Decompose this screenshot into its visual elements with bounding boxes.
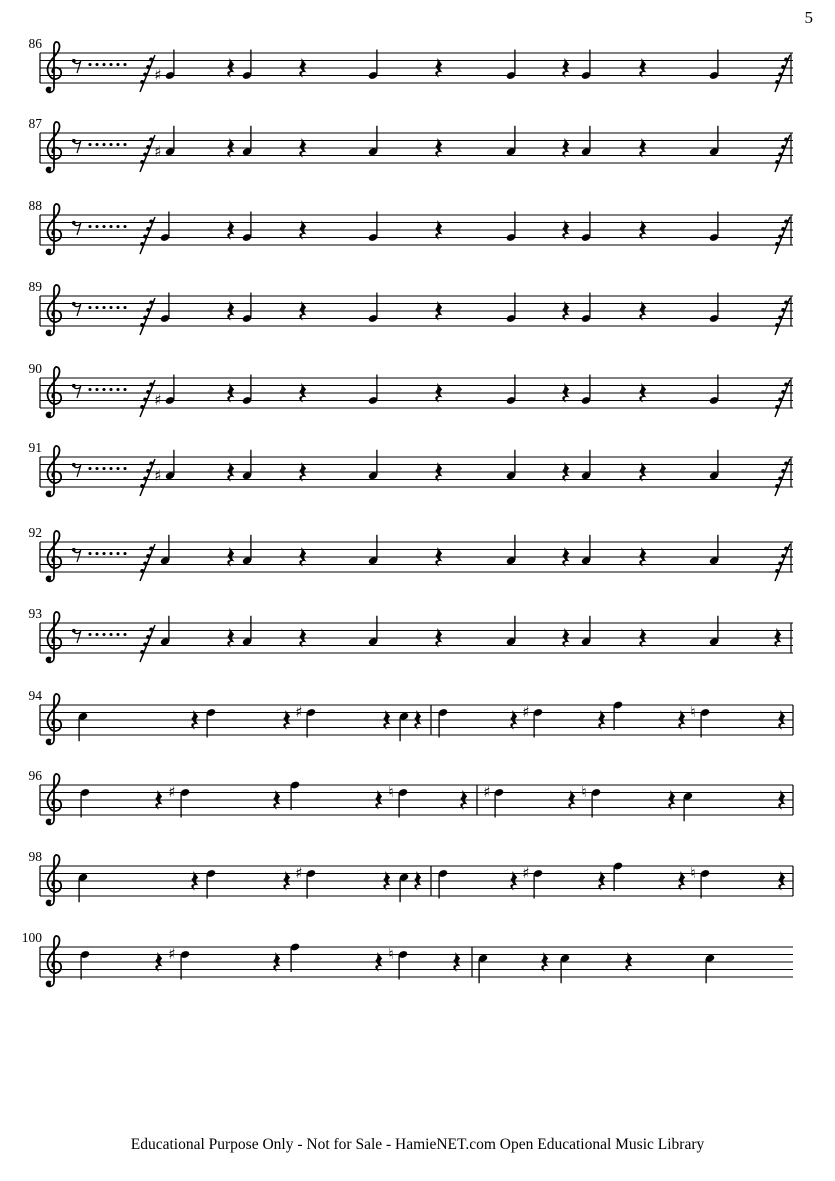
staff-notation: [0, 846, 835, 912]
staff-notation: [0, 927, 835, 993]
measure-number: 86: [28, 36, 42, 51]
svg-text:♯: ♯: [154, 66, 162, 85]
measure-number: 94: [28, 688, 42, 703]
staff-notation: [0, 603, 835, 669]
svg-text:♮: ♮: [690, 864, 696, 883]
svg-text:♯: ♯: [154, 466, 162, 485]
staff-notation: [0, 276, 835, 342]
measure-number: 89: [28, 279, 42, 294]
staff-notation: [0, 685, 835, 751]
staff-notation: [0, 113, 835, 179]
measure-number: 96: [28, 768, 42, 783]
staff-notation: [0, 33, 835, 99]
measure-number: 92: [28, 525, 42, 540]
measure-number: 90: [28, 361, 42, 376]
svg-text:♮: ♮: [388, 783, 394, 802]
svg-text:♯: ♯: [522, 703, 530, 722]
svg-text:♯: ♯: [295, 864, 303, 883]
svg-text:♯: ♯: [154, 142, 162, 161]
svg-text:♯: ♯: [483, 783, 491, 802]
measure-number: 98: [28, 849, 42, 864]
staff-notation: [0, 195, 835, 261]
measure-number: 88: [28, 198, 42, 213]
svg-text:♯: ♯: [154, 391, 162, 410]
staff-notation: [0, 765, 835, 831]
svg-text:♮: ♮: [388, 945, 394, 964]
measure-number: 100: [21, 930, 42, 945]
staff-notation: [0, 522, 835, 588]
svg-text:♯: ♯: [295, 703, 303, 722]
staff-notation: [0, 437, 835, 503]
svg-text:♯: ♯: [168, 783, 176, 802]
measure-number: 91: [28, 440, 42, 455]
footer-text: Educational Purpose Only - Not for Sale - HamieNET.com Open Educational Music Library: [130, 1136, 705, 1153]
svg-text:♯: ♯: [522, 864, 530, 883]
svg-text:♯: ♯: [168, 945, 176, 964]
measure-number: 87: [28, 116, 42, 131]
measure-number: 93: [28, 606, 42, 621]
page-number: 5: [804, 8, 813, 27]
svg-text:♮: ♮: [690, 703, 696, 722]
svg-text:♮: ♮: [581, 783, 587, 802]
staff-notation: [0, 358, 835, 424]
